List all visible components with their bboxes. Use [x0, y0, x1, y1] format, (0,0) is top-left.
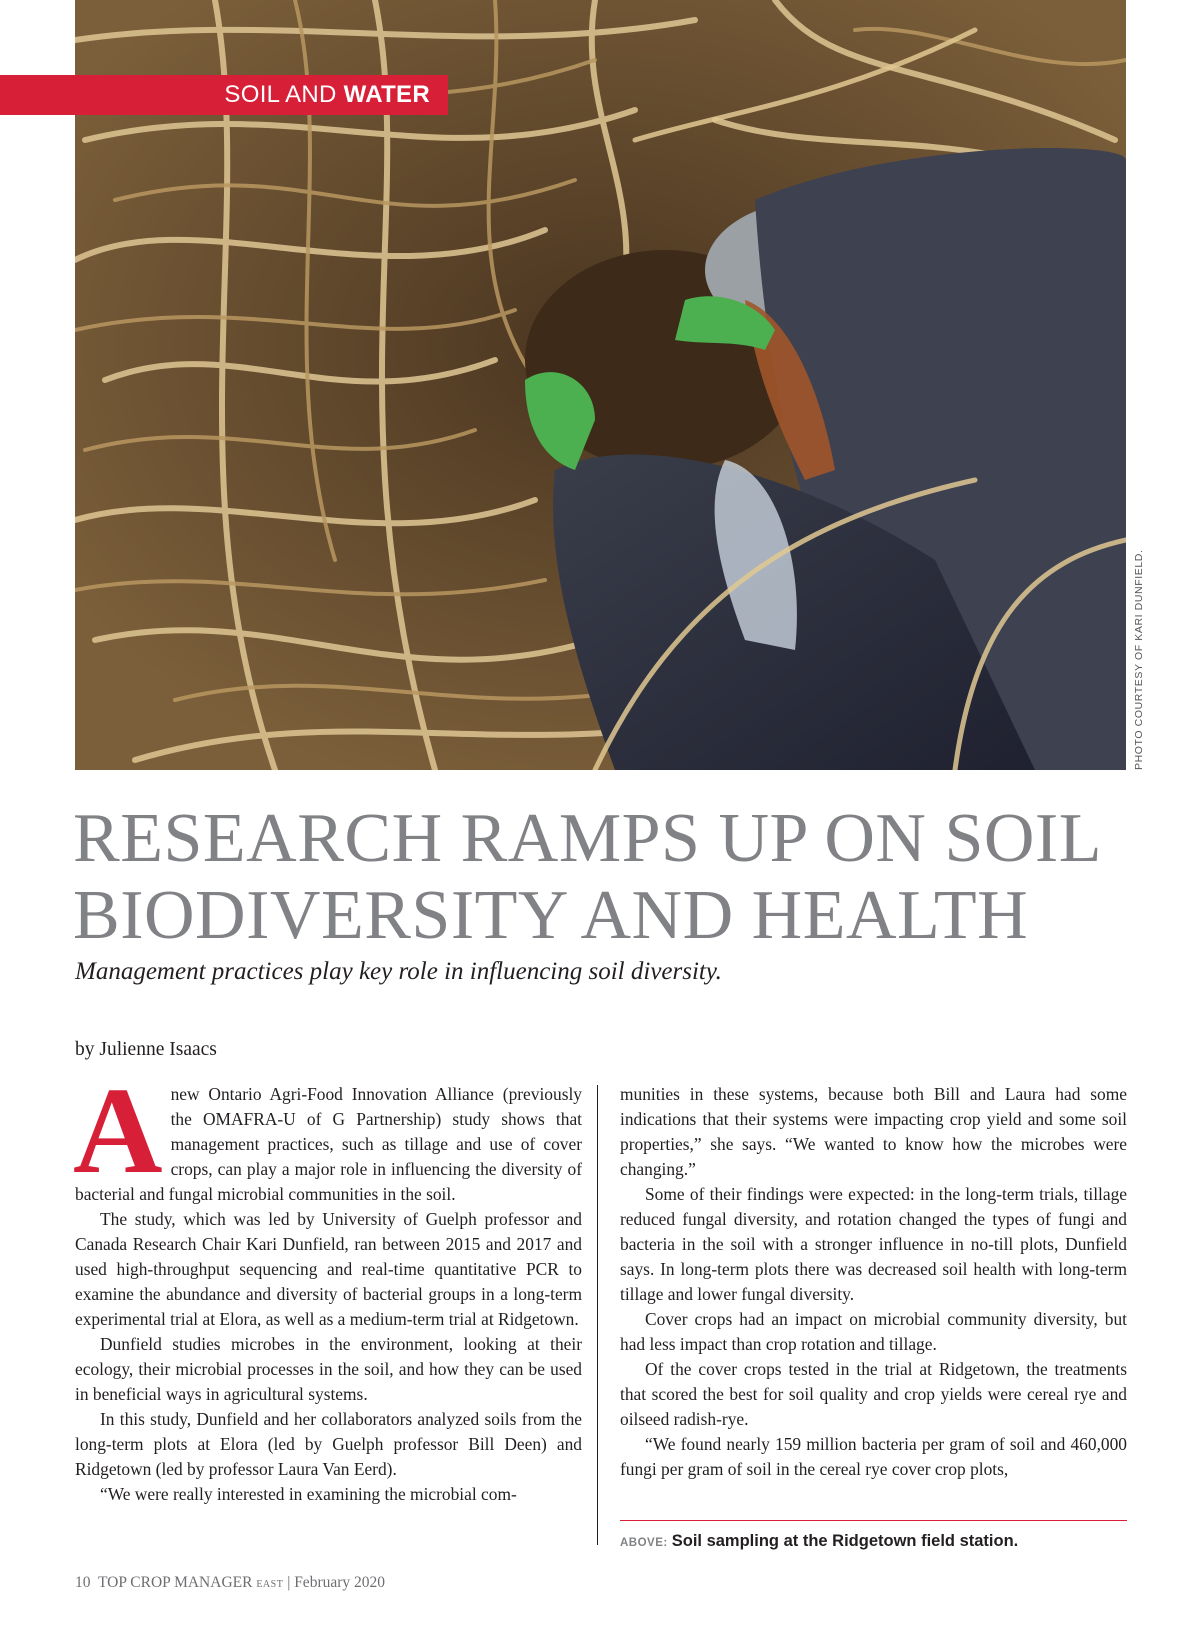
- caption-lead: ABOVE:: [620, 1537, 668, 1549]
- paragraph: Dunfield studies microbes in the environment, looking at their ecology, their microbial processes in the soil, and how they can be used in beneficial ways in agricultural systems.: [75, 1334, 582, 1404]
- hero-photo: [75, 0, 1126, 770]
- magazine-name: TOP CROP MANAGER: [97, 1574, 253, 1591]
- column-2: [620, 1082, 1127, 1482]
- column-1: [73, 1062, 582, 1507]
- issue-date: February 2020: [294, 1574, 386, 1591]
- paragraph: In this study, Dunfield and her collaborators analyzed soils from the long-term plots at Elora (led by Guelph professor Bill Deen) and Ridgetown (led by professor Laura Van Eerd).: [75, 1409, 582, 1479]
- caption-text: Soil sampling at the Ridgetown field station.: [671, 1532, 1019, 1550]
- paragraph: Of the cover crops tested in the trial at Ridgetown, the treatments that scored the best for soil quality and crop yields were cereal rye and oilseed radish-rye.: [620, 1359, 1127, 1429]
- photo-caption: [620, 1532, 1018, 1551]
- paragraph: Some of their findings were expected: in the long-term trials, tillage reduced fungal diversity, and rotation changed the types of fungi and bacteria in the soil with a stronger influence in no-till plots, Dunfield says. In long-term plots there was decreased soil health with long-term tillage and lower fungal diversity.: [620, 1184, 1127, 1304]
- folio: [75, 1574, 385, 1592]
- deck: Management practices play key role in influencing soil diversity.: [75, 958, 722, 985]
- paragraph: “We found nearly 159 million bacteria per gram of soil and 460,000 fungi per gram of soil in the cereal rye cover crop plots,: [620, 1434, 1127, 1479]
- paragraph: Anew Ontario Agri-Food Innovation Alliance (previously the OMAFRA-U of G Partnership) study shows that management practices, such as tillage and use of cover crops, can play a major role in influencing the diversity of bacterial and fungal microbial communities in the soil.: [73, 1062, 582, 1204]
- paragraph: “We were really interested in examining the microbial com-: [100, 1484, 517, 1504]
- headline: [73, 800, 1153, 954]
- headline-line-2: BIODIVERSITY AND HEALTH: [73, 877, 1029, 954]
- soil-sampling-photo: [75, 0, 1126, 770]
- paragraph: munities in these systems, because both Bill and Laura had some indications that their systems were impacting crop yield and some soil properties,” she says. “We wanted to know how the microbes were changing.”: [620, 1084, 1127, 1179]
- page-number: 10: [75, 1574, 91, 1591]
- edition: EAST: [256, 1579, 284, 1590]
- photo-credit: PHOTO COURTESY OF KARI DUNFIELD.: [1133, 549, 1145, 770]
- folio-separator: |: [287, 1574, 291, 1591]
- dropcap: A: [73, 1062, 163, 1199]
- paragraph: Cover crops had an impact on microbial community diversity, but had less impact than crop rotation and tillage.: [620, 1309, 1127, 1354]
- byline: by Julienne Isaacs: [75, 1039, 217, 1060]
- caption-divider: [620, 1520, 1127, 1521]
- headline-line-1: RESEARCH RAMPS UP ON SOIL: [73, 800, 1103, 877]
- section-label: [0, 75, 448, 115]
- section-label-light: SOIL AND: [224, 81, 337, 108]
- column-divider: [597, 1085, 598, 1545]
- paragraph: The study, which was led by University of Guelph professor and Canada Research Chair Kari Dunfield, ran between 2015 and 2017 and used high-throughput sequencing and real-time quantitative PCR to examine the abundance and diversity of bacterial groups in a long-term experimental trial at Elora, as well as a medium-term trial at Ridgetown.: [75, 1209, 582, 1329]
- section-label-bold: WATER: [343, 81, 430, 108]
